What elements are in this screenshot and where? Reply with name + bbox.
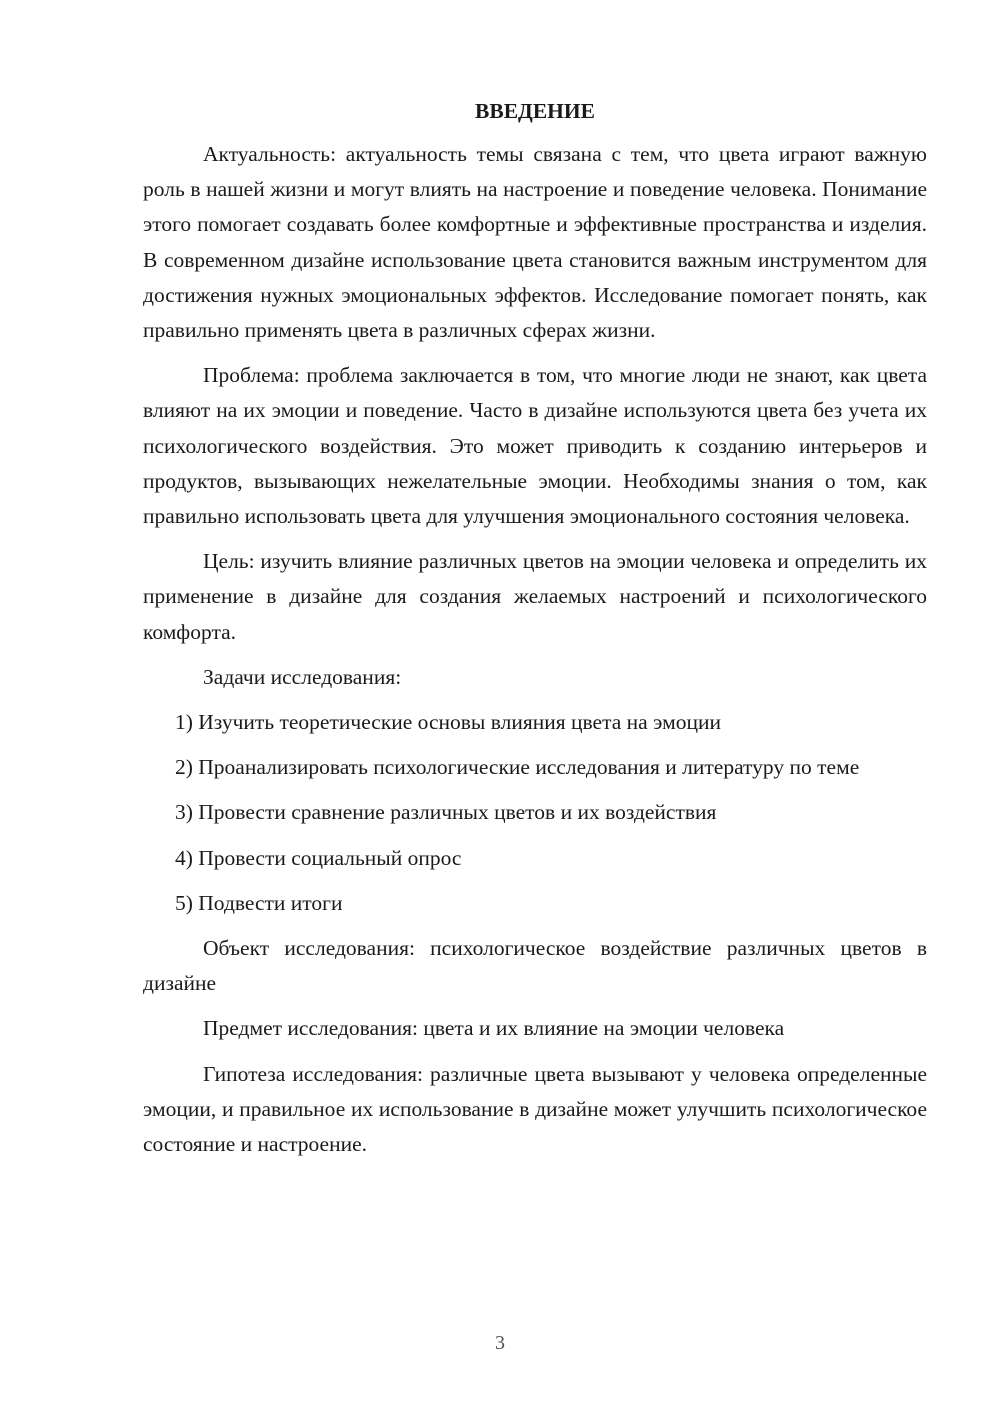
task-item: 4) Провести социальный опрос (175, 845, 462, 870)
subject-paragraph: Предмет исследования: цвета и их влияние на эмоции человека (203, 1016, 785, 1041)
task-item: 3) Провести сравнение различных цветов и их воздействия (175, 800, 717, 825)
problem-paragraph: Проблема: проблема заключается в том, что многие люди не знают, как цвета влияют на их эмоции и поведение. Часто в дизайне используются цвета без учета их психологического воздействия. Это может приводить к созданию интерьеров и продуктов, вызывающих нежелательные эмоции. Необходимы знания о том, как правильно использовать цвета для улучшения эмоционального состояния человека. (143, 363, 927, 529)
document-page (143, 95, 927, 1172)
task-item: 1) Изучить теоретические основы влияния цвета на эмоции (175, 710, 721, 735)
relevance-paragraph: Актуальность: актуальность темы связана с тем, что цвета играют важную роль в нашей жизни и могут влиять на настроение и поведение человека. Понимание этого помогает создавать более комфортные и эффективные пространства и изделия. В современном дизайне использование цвета становится важным инструментом для достижения нужных эмоциональных эффектов. Исследование помогает понять, как правильно применять цвета в различных сферах жизни. (143, 142, 927, 343)
goal-paragraph: Цель: изучить влияние различных цветов на эмоции человека и определить их применение в дизайне для создания желаемых настроений и психологического комфорта. (143, 549, 927, 644)
task-item: 2) Проанализировать психологические исследования и литературу по теме (175, 755, 860, 780)
object-paragraph: Объект исследования: психологическое воздействие различных цветов в дизайне (143, 936, 927, 996)
task-item: 5) Подвести итоги (175, 890, 343, 915)
page-number: 3 (495, 1332, 505, 1354)
tasks-heading: Задачи исследования: (203, 664, 402, 689)
hypothesis-paragraph: Гипотеза исследования: различные цвета вызывают у человека определенные эмоции, и правильное их использование в дизайне может улучшить психологическое состояние и настроение. (143, 1061, 927, 1157)
section-heading: ВВЕДЕНИЕ (475, 99, 595, 123)
